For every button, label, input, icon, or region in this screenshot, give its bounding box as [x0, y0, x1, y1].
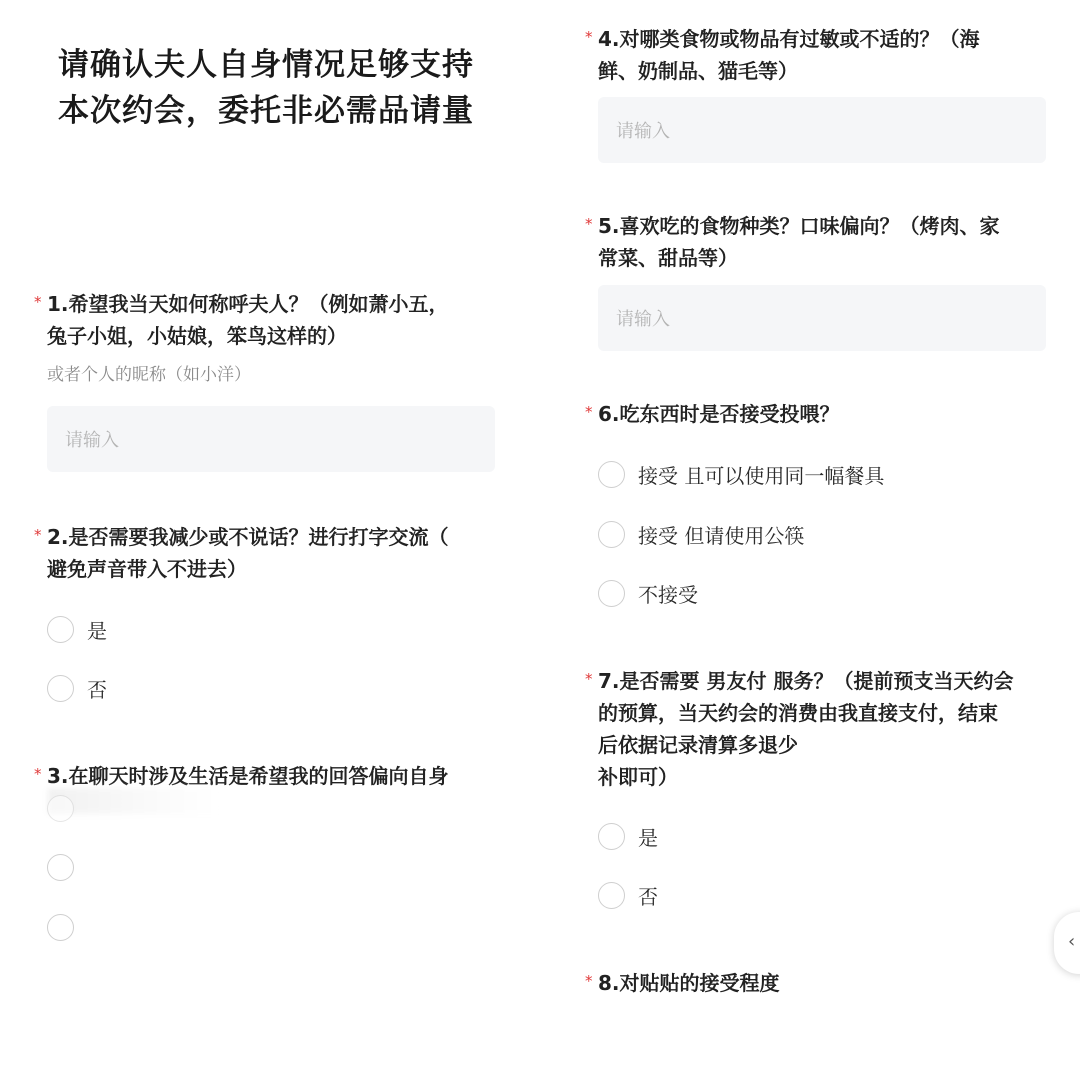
question-3-option[interactable]: [47, 792, 87, 824]
question-2-option-no[interactable]: [47, 672, 107, 704]
option-label: 否: [87, 677, 107, 702]
question-line: 鲜、奶制品、猫毛等）: [598, 59, 798, 83]
required-star: *: [585, 28, 593, 46]
radio-empty-icon[interactable]: [598, 521, 625, 548]
question-1-title: [34, 288, 497, 352]
question-line: 5.喜欢吃的食物种类？口味偏向？（烤肉、家: [598, 214, 1000, 238]
radio-empty-icon[interactable]: [598, 823, 625, 850]
required-star: *: [34, 293, 42, 311]
question-8-title: [585, 967, 1068, 999]
question-4-input[interactable]: [598, 97, 1046, 163]
question-7-title: [585, 665, 1068, 793]
radio-empty-icon[interactable]: [47, 914, 74, 941]
question-line: 兔子小姐，小姑娘，笨鸟这样的）: [47, 324, 347, 348]
question-line: 1.希望我当天如何称呼夫人？（例如萧小五，: [47, 292, 449, 316]
radio-empty-icon[interactable]: [598, 461, 625, 488]
question-line: 常菜、甜品等）: [598, 246, 738, 270]
question-line: 8.对贴贴的接受程度: [598, 971, 780, 995]
radio-empty-icon[interactable]: [47, 616, 74, 643]
question-5-input[interactable]: [598, 285, 1046, 351]
question-1-hint: 或者个人的昵称（如小洋）: [47, 365, 251, 385]
question-6-title: [585, 398, 1068, 430]
input-placeholder: 请输入: [616, 121, 670, 142]
option-label: 是: [638, 825, 658, 850]
page-title-line: 请确认夫人自身情况足够支持: [58, 47, 474, 83]
question-line: 后依据记录清算多退少: [598, 733, 798, 757]
question-2-option-yes[interactable]: [47, 613, 107, 645]
required-star: *: [585, 403, 593, 421]
right-column: [545, 0, 1080, 1080]
question-2-title: [34, 521, 497, 585]
radio-empty-icon[interactable]: [47, 854, 74, 881]
question-line: 6.吃东西时是否接受投喂？: [598, 402, 840, 426]
question-6-option-accept-same[interactable]: [598, 458, 884, 490]
required-star: *: [585, 972, 593, 990]
option-label: 不接受: [638, 582, 698, 607]
radio-empty-icon[interactable]: [47, 795, 74, 822]
option-label: 否: [638, 884, 658, 909]
question-line: 4.对哪类食物或物品有过敏或不适的？（海: [598, 27, 980, 51]
question-line: 避免声音带入不进去）: [47, 557, 247, 581]
question-3-option[interactable]: [47, 851, 87, 883]
question-3-option[interactable]: [47, 911, 87, 943]
question-1-input[interactable]: [47, 406, 495, 472]
question-line: 的预算，当天约会的消费由我直接支付，结束: [598, 701, 998, 725]
required-star: *: [34, 526, 42, 544]
radio-empty-icon[interactable]: [598, 882, 625, 909]
question-6-option-decline[interactable]: [598, 577, 698, 609]
input-placeholder: 请输入: [65, 430, 119, 451]
radio-empty-icon[interactable]: [47, 675, 74, 702]
option-label: 接受 但请使用公筷: [638, 523, 805, 548]
question-6-option-accept-public[interactable]: [598, 518, 804, 550]
input-placeholder: 请输入: [616, 309, 670, 330]
option-label: 接受 且可以使用同一幅餐具: [638, 463, 885, 488]
required-star: *: [585, 215, 593, 233]
question-line: 补即可）: [598, 765, 678, 789]
page-title: [58, 42, 498, 134]
chevron-left-icon: ‹: [1068, 931, 1076, 952]
option-label: 是: [87, 618, 107, 643]
question-line: 7.是否需要 男友付 服务？（提前预支当天约会: [598, 669, 1014, 693]
required-star: *: [585, 670, 593, 688]
radio-empty-icon[interactable]: [598, 580, 625, 607]
question-5-title: [585, 210, 1068, 274]
question-4-title: [585, 23, 1068, 87]
question-line: 2.是否需要我减少或不说话？进行打字交流（: [47, 525, 449, 549]
question-7-option-no[interactable]: [598, 879, 658, 911]
required-star: *: [34, 765, 42, 783]
page-title-line: 本次约会，委托非必需品请量: [58, 93, 474, 129]
question-line: 3.在聊天时涉及生活是希望我的回答偏向自身: [47, 764, 449, 788]
question-7-option-yes[interactable]: [598, 820, 658, 852]
